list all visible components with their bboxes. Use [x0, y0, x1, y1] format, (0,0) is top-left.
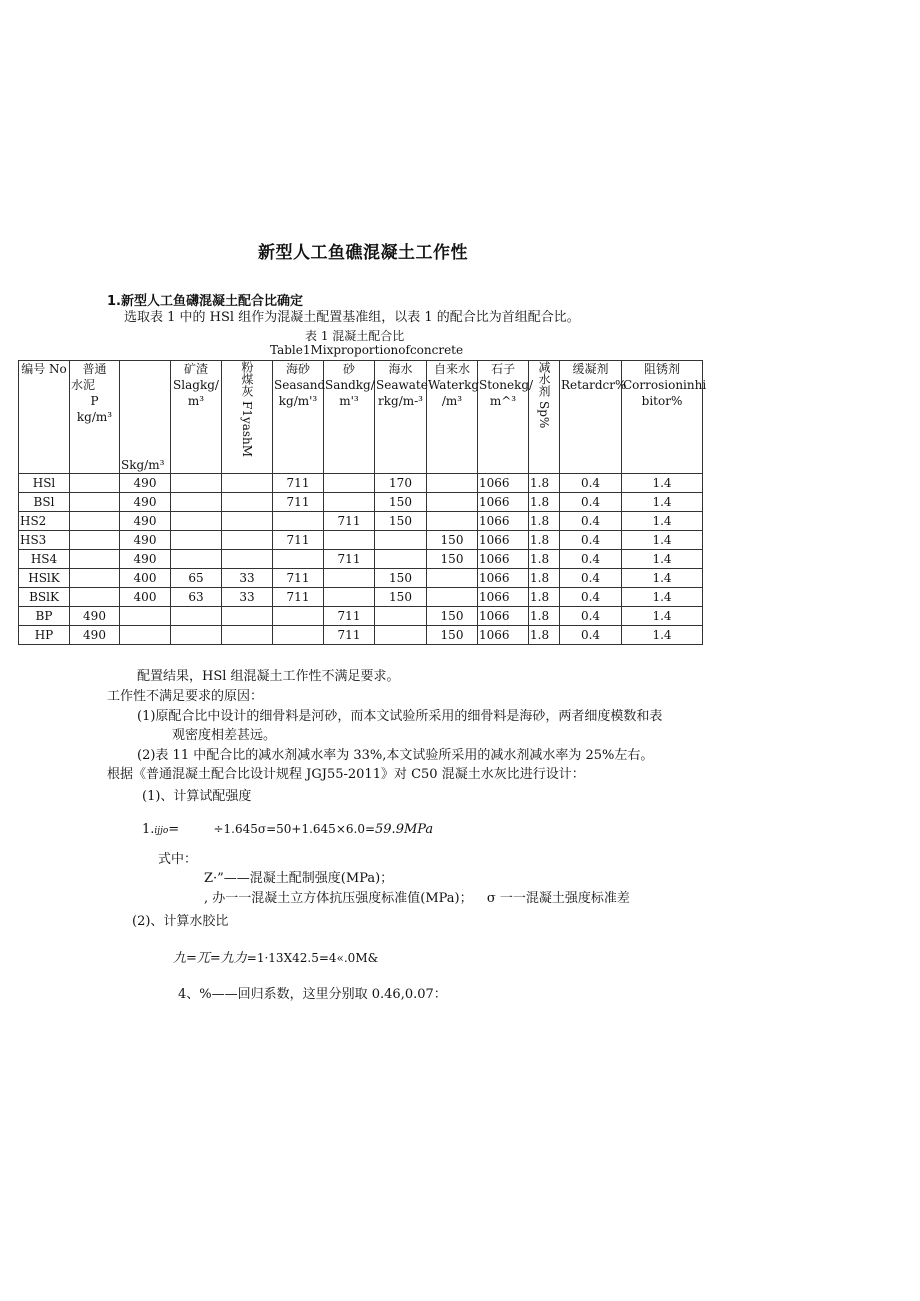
cell-sea: 711 — [273, 531, 324, 550]
cell-wr: 1.8 — [529, 531, 560, 550]
cell-sw: 150 — [375, 493, 427, 512]
cell-wr: 1.8 — [529, 550, 560, 569]
cell-sea — [273, 607, 324, 626]
header-cement-p: 普通 水泥 P kg/m³ — [70, 361, 120, 474]
header-corrosion-inhibitor: 阻锈剂 Corrosioninhi bitor% — [622, 361, 703, 474]
cell-wr: 1.8 — [529, 474, 560, 493]
formula-1: 1.ijjo= ÷1.645σ=50+1.645×6.0=59.9MPa — [142, 822, 434, 837]
cell-wr: 1.8 — [529, 588, 560, 607]
cell-tap: 150 — [427, 626, 478, 645]
cell-stone: 1066 — [478, 531, 529, 550]
table-caption-cn: 表 1 混凝土配合比 — [305, 329, 405, 343]
cell-wr: 1.8 — [529, 512, 560, 531]
cell-fly — [222, 512, 273, 531]
cell-stone: 1066 — [478, 607, 529, 626]
header-tapwater: 自来水 Waterkg /m³ — [427, 361, 478, 474]
cell-fly — [222, 626, 273, 645]
table-row — [19, 493, 703, 512]
cell-p — [70, 550, 120, 569]
header-slag: 矿渣 Slagkg/ m³ — [171, 361, 222, 474]
where-label: 式中： — [158, 852, 198, 867]
cell-sand: 711 — [324, 607, 375, 626]
reason-heading: 工作性不满足要求的原因： — [107, 689, 264, 704]
cell-ci: 1.4 — [622, 493, 703, 512]
table-caption-en: Table1Mixproportionofconcrete — [270, 343, 464, 357]
cell-sand — [324, 493, 375, 512]
section-heading: 1.新型人工鱼礴混凝土配合比确定 — [107, 294, 303, 309]
cell-stone: 1066 — [478, 493, 529, 512]
reason-1a: (1)原配合比中设计的细骨料是河砂，而本文试验所采用的细骨料是海砂，两者细度模数和表 — [137, 709, 663, 724]
cell-wr: 1.8 — [529, 569, 560, 588]
cell-sw — [375, 607, 427, 626]
cell-no: HS4 — [19, 550, 70, 569]
step-1: (1)、计算试配强度 — [142, 789, 252, 804]
cell-stone: 1066 — [478, 588, 529, 607]
cell-no: HSlK — [19, 569, 70, 588]
definition-2: , 办一一混凝土立方体抗压强度标准值(MPa)； σ 一一混凝土强度标准差 — [204, 891, 630, 906]
cell-no: HP — [19, 626, 70, 645]
header-flyash: 粉煤灰 F1yashM — [222, 361, 273, 474]
cell-ret: 0.4 — [560, 588, 622, 607]
cell-p: 490 — [70, 607, 120, 626]
cell-sea: 711 — [273, 588, 324, 607]
definition-1: Z·”——混凝土配制强度(MPa)； — [204, 871, 394, 886]
header-no: 编号 No — [19, 361, 70, 474]
cell-p — [70, 474, 120, 493]
cell-slag — [171, 626, 222, 645]
cell-p — [70, 493, 120, 512]
cell-s — [120, 607, 171, 626]
step-2: (2)、计算水胶比 — [132, 914, 229, 929]
cell-fly — [222, 474, 273, 493]
cell-ret: 0.4 — [560, 474, 622, 493]
page-title: 新型人工鱼礁混凝土工作性 — [258, 243, 468, 263]
header-cement-s: Skg/m³ — [120, 361, 171, 474]
table-row — [19, 607, 703, 626]
cell-ci: 1.4 — [622, 531, 703, 550]
cell-tap — [427, 588, 478, 607]
cell-sand: 711 — [324, 626, 375, 645]
cell-wr: 1.8 — [529, 626, 560, 645]
cell-sw: 150 — [375, 512, 427, 531]
cell-ret: 0.4 — [560, 569, 622, 588]
cell-slag — [171, 474, 222, 493]
cell-slag — [171, 531, 222, 550]
cell-no: HS2 — [19, 512, 70, 531]
cell-fly: 33 — [222, 588, 273, 607]
table-row — [19, 550, 703, 569]
cell-fly — [222, 607, 273, 626]
cell-s: 490 — [120, 493, 171, 512]
cell-sw: 150 — [375, 588, 427, 607]
cell-tap: 150 — [427, 550, 478, 569]
table-row — [19, 512, 703, 531]
cell-s: 400 — [120, 569, 171, 588]
table-row — [19, 531, 703, 550]
cell-wr: 1.8 — [529, 607, 560, 626]
reason-1b: 观密度相差甚远。 — [172, 728, 277, 743]
cell-sand: 711 — [324, 512, 375, 531]
cell-ret: 0.4 — [560, 626, 622, 645]
header-stone: 石子 Stonekg/ m^³ — [478, 361, 529, 474]
header-seasand: 海砂 Seasand kg/m'³ — [273, 361, 324, 474]
cell-slag: 65 — [171, 569, 222, 588]
cell-ci: 1.4 — [622, 550, 703, 569]
result-text: 配置结果，HSl 组混凝土工作性不满足要求。 — [137, 669, 400, 684]
cell-fly — [222, 531, 273, 550]
table-row — [19, 569, 703, 588]
cell-s: 490 — [120, 512, 171, 531]
cell-ci: 1.4 — [622, 588, 703, 607]
cell-stone: 1066 — [478, 569, 529, 588]
cell-s: 490 — [120, 474, 171, 493]
cell-slag — [171, 550, 222, 569]
cell-p — [70, 569, 120, 588]
cell-sea: 711 — [273, 493, 324, 512]
cell-wr: 1.8 — [529, 493, 560, 512]
cell-sand — [324, 474, 375, 493]
cell-sea: 711 — [273, 569, 324, 588]
cell-sand: 711 — [324, 550, 375, 569]
table-row — [19, 626, 703, 645]
cell-tap — [427, 569, 478, 588]
cell-slag — [171, 493, 222, 512]
cell-ret: 0.4 — [560, 512, 622, 531]
cell-stone: 1066 — [478, 626, 529, 645]
cell-p — [70, 531, 120, 550]
cell-sw: 170 — [375, 474, 427, 493]
table-row — [19, 474, 703, 493]
cell-ret: 0.4 — [560, 493, 622, 512]
cell-p: 490 — [70, 626, 120, 645]
cell-sw: 150 — [375, 569, 427, 588]
header-sand: 砂 Sandkg/ m'³ — [324, 361, 375, 474]
cell-stone: 1066 — [478, 474, 529, 493]
cell-no: BSl — [19, 493, 70, 512]
cell-ret: 0.4 — [560, 607, 622, 626]
table-header-row — [19, 361, 703, 474]
cell-s: 490 — [120, 531, 171, 550]
cell-sw — [375, 550, 427, 569]
cell-sw — [375, 626, 427, 645]
cell-ci: 1.4 — [622, 512, 703, 531]
cell-sw — [375, 531, 427, 550]
cell-fly: 33 — [222, 569, 273, 588]
cell-no: HS3 — [19, 531, 70, 550]
cell-slag — [171, 512, 222, 531]
header-water-reducer: 减水剂 Sp% — [529, 361, 560, 474]
cell-no: HSl — [19, 474, 70, 493]
reason-2: (2)表 11 中配合比的减水剂减水率为 33%,本文试验所采用的减水剂减水率为 25%左右。 — [137, 748, 654, 763]
cell-s: 490 — [120, 550, 171, 569]
cell-sand — [324, 531, 375, 550]
cell-no: BSlK — [19, 588, 70, 607]
cell-ret: 0.4 — [560, 550, 622, 569]
cell-stone: 1066 — [478, 550, 529, 569]
cell-sand — [324, 588, 375, 607]
mix-proportion-table — [18, 360, 707, 645]
cell-sea: 711 — [273, 474, 324, 493]
cell-slag: 63 — [171, 588, 222, 607]
cell-p — [70, 588, 120, 607]
cell-ci: 1.4 — [622, 474, 703, 493]
cell-ci: 1.4 — [622, 607, 703, 626]
cell-sea — [273, 512, 324, 531]
cell-tap: 150 — [427, 531, 478, 550]
header-retarder: 缓凝剂 Retardcr% — [560, 361, 622, 474]
cell-tap — [427, 474, 478, 493]
basis-text: 根据《普通混凝土配合比设计规程 JGJ55-2011》对 C50 混凝土水灰比进行设计： — [107, 767, 585, 782]
cell-no: BP — [19, 607, 70, 626]
cell-ret: 0.4 — [560, 531, 622, 550]
cell-sand — [324, 569, 375, 588]
header-seawater: 海水 Seawate rkg/m-³ — [375, 361, 427, 474]
intro-paragraph: 选取表 1 中的 HSl 组作为混凝土配置基准组，以表 1 的配合比为首组配合比。 — [124, 310, 580, 325]
cell-sea — [273, 550, 324, 569]
coefficient-text: 4、%——回归系数，这里分别取 0.46,0.07： — [178, 987, 447, 1002]
cell-stone: 1066 — [478, 512, 529, 531]
cell-ci: 1.4 — [622, 569, 703, 588]
table-row — [19, 588, 703, 607]
cell-fly — [222, 550, 273, 569]
cell-s — [120, 626, 171, 645]
cell-tap: 150 — [427, 607, 478, 626]
formula-2: 九=兀=九力=1·13X42.5=4«.0M& — [173, 951, 379, 966]
cell-s: 400 — [120, 588, 171, 607]
cell-sea — [273, 626, 324, 645]
cell-slag — [171, 607, 222, 626]
cell-ci: 1.4 — [622, 626, 703, 645]
cell-p — [70, 512, 120, 531]
cell-tap — [427, 512, 478, 531]
cell-fly — [222, 493, 273, 512]
cell-tap — [427, 493, 478, 512]
